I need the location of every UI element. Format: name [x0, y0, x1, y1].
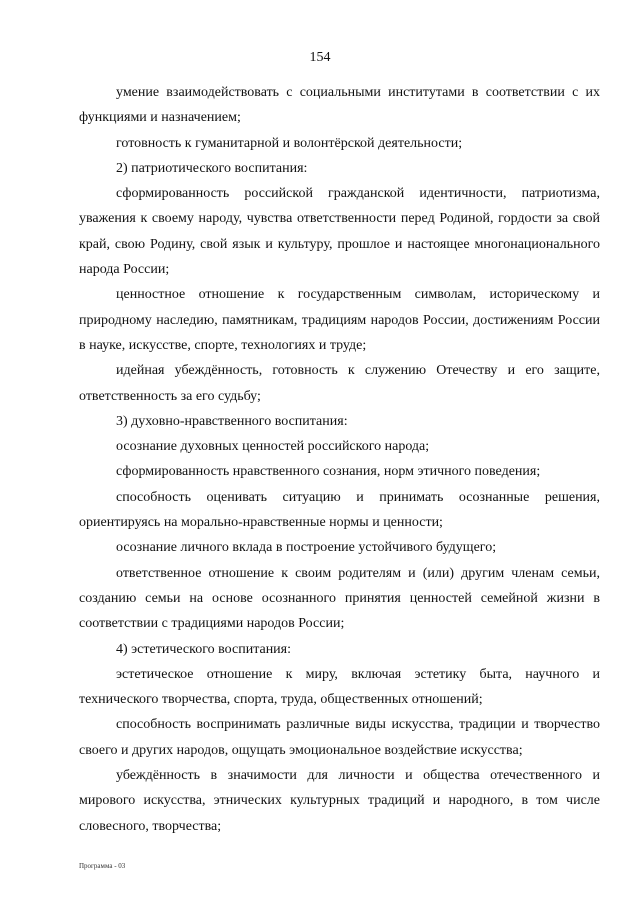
paragraph: осознание личного вклада в построение устойчивого будущего;: [116, 540, 497, 556]
paragraph: готовность к гуманитарной и волонтёрской деятельности;: [116, 135, 463, 151]
document-body: [79, 80, 600, 839]
paragraph: эстетическое отношение к миру, включая эстетику быта, научного и технического творчества, спорта, труда, общественных отношений;: [79, 666, 600, 708]
paragraph: идейная убеждённость, готовность к служению Отечеству и его защите, ответственность за его судьбу;: [79, 363, 600, 404]
paragraph: осознание духовных ценностей российского народа;: [116, 439, 430, 455]
section-heading: 3) духовно-нравственного воспитания:: [116, 413, 348, 429]
section-heading: 4) эстетического воспитания:: [116, 641, 292, 657]
paragraph: сформированность нравственного сознания, норм этичного поведения;: [116, 464, 541, 480]
paragraph: убеждённость в значимости для личности и общества отечественного и мирового искусства, этнических культурных традиций и народного, в том числе словесного, творчества;: [79, 768, 600, 834]
paragraph: ценностное отношение к государственным символам, историческому и природному наследию, памятникам, традициям народов России, достижениям России в науке, искусстве, спорте, технологиях и труде;: [79, 287, 600, 353]
paragraph: сформированность российской гражданской идентичности, патриотизма, уважения к своему народу, чувства ответственности перед Родиной, гордости за свой край, свою Родину, свой язык и культуру, прошлое и настоящее многонационального народа России;: [79, 186, 600, 278]
paragraph: способность воспринимать различные виды искусства, традиции и творчество своего и других народов, ощущать эмоциональное воздействие искусства;: [79, 717, 600, 758]
page-number: 154: [309, 50, 331, 65]
paragraph: умение взаимодействовать с социальными институтами в соответствии с их функциями и назначением;: [79, 85, 600, 126]
paragraph: ответственное отношение к своим родителям и (или) другим членам семьи, созданию семьи на основе осознанного принятия ценностей семейной жизни в соответствии с традициями народов России;: [79, 565, 600, 632]
footer-label: Программа - 03: [79, 862, 126, 870]
paragraph: способность оценивать ситуацию и принимать осознанные решения, ориентируясь на морально-нравственные нормы и ценности;: [79, 489, 600, 531]
section-heading: 2) патриотического воспитания:: [116, 160, 308, 176]
